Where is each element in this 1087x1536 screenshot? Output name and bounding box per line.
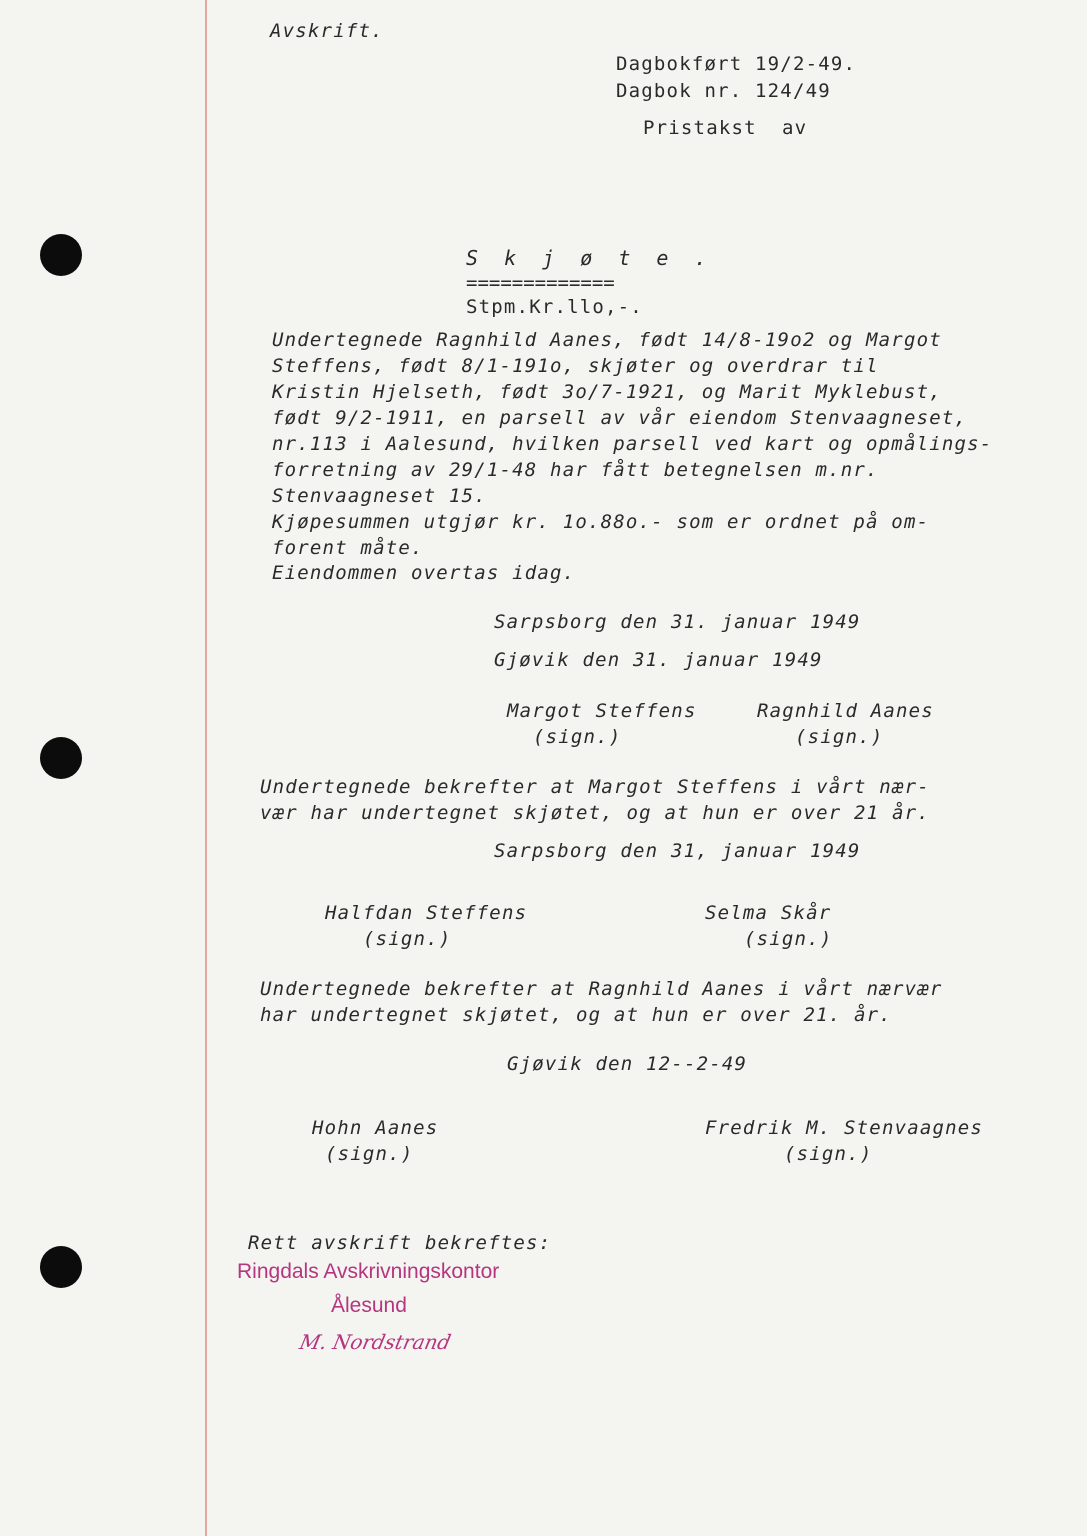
witness-name-right: Selma Skår xyxy=(705,902,832,924)
title-underline: ============= xyxy=(466,272,615,294)
place-date-gjovik-2: Gjøvik den 12--2-49 xyxy=(507,1053,748,1075)
office-stamp-city: Ålesund xyxy=(331,1294,407,1317)
avskrift-label: Avskrift. xyxy=(270,20,384,42)
witness-name-left-2: Hohn Aanes xyxy=(312,1117,439,1139)
witness-statement-line: Undertegnede bekrefter at Ragnhild Aanes i vårt nærvær xyxy=(260,978,943,1000)
punch-hole-bottom xyxy=(40,1246,82,1288)
dagbok-number: Dagbok nr. 124/49 xyxy=(616,80,831,102)
witness-sign-right-2: (sign.) xyxy=(784,1143,873,1165)
body-line: Undertegnede Ragnhild Aanes, født 14/8-19o2 og Margot xyxy=(272,329,942,351)
body-line: Stenvaagneset 15. xyxy=(272,485,487,507)
witness-sign-left-2: (sign.) xyxy=(325,1143,414,1165)
signatory-name-left: Margot Steffens xyxy=(507,700,697,722)
place-date-sarpsborg-2: Sarpsborg den 31, januar 1949 xyxy=(494,840,861,862)
body-line: forretning av 29/1-48 har fått betegnelsen m.nr. xyxy=(272,459,879,481)
signatory-sign-right: (sign.) xyxy=(795,726,884,748)
document-title: S k j ø t e . xyxy=(466,246,714,270)
body-line: Eiendommen overtas idag. xyxy=(272,562,576,584)
office-stamp-line: Ringdals Avskrivningskontor xyxy=(237,1260,500,1283)
body-line: nr.113 i Aalesund, hvilken parsell ved kart og opmålings- xyxy=(272,433,993,455)
witness-statement-line: Undertegnede bekrefter at Margot Steffens i vårt nær- xyxy=(260,776,930,798)
place-date-gjovik: Gjøvik den 31. januar 1949 xyxy=(494,649,823,671)
witness-name-right-2: Fredrik M. Stenvaagnes xyxy=(705,1117,984,1139)
body-line: Kjøpesummen utgjør kr. 1o.88o.- som er ordnet på om- xyxy=(272,511,930,533)
punch-hole-top xyxy=(40,234,82,276)
signatory-name-right: Ragnhild Aanes xyxy=(757,700,934,722)
signatory-sign-left: (sign.) xyxy=(533,726,622,748)
margin-line xyxy=(205,0,207,1536)
witness-sign-left: (sign.) xyxy=(363,928,452,950)
certification-line: Rett avskrift bekreftes: xyxy=(248,1232,552,1254)
dagbokfort-label: Dagbokført 19/2-49. xyxy=(616,53,857,75)
stamp-signature: M. Nordstrand xyxy=(297,1330,454,1354)
stamp-duty: Stpm.Kr.llo,-. xyxy=(466,296,643,318)
punch-hole-middle xyxy=(40,737,82,779)
place-date-sarpsborg: Sarpsborg den 31. januar 1949 xyxy=(494,611,861,633)
body-line: Kristin Hjelseth, født 3o/7-1921, og Marit Myklebust, xyxy=(272,381,942,403)
witness-statement-line: har undertegnet skjøtet, og at hun er over 21. år. xyxy=(260,1004,892,1026)
witness-name-left: Halfdan Steffens xyxy=(325,902,528,924)
pristakst-label: Pristakst av xyxy=(643,117,808,139)
body-line: Steffens, født 8/1-191o, skjøter og overdrar til xyxy=(272,355,879,377)
body-line: forent måte. xyxy=(272,537,424,559)
body-line: født 9/2-1911, en parsell av vår eiendom Stenvaagneset, xyxy=(272,407,968,429)
witness-statement-line: vær har undertegnet skjøtet, og at hun er over 21 år. xyxy=(260,802,930,824)
witness-sign-right: (sign.) xyxy=(744,928,833,950)
